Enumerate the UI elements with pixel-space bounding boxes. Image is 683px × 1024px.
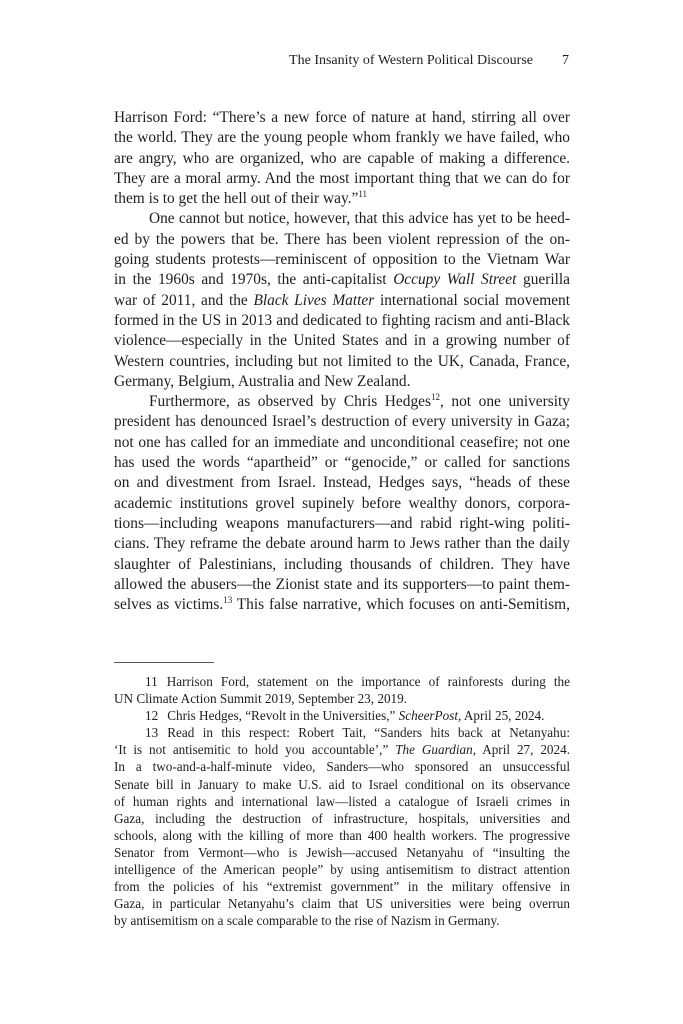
text-line — [114, 291, 570, 311]
footnote-separator — [114, 662, 214, 663]
text-line: UN Climate Action Summit 2019, September 23, 2019. — [114, 691, 408, 707]
text-line: are angry, who are organized, who are capable of making a difference. — [114, 149, 570, 167]
publication-name: The Guardian, — [395, 742, 477, 758]
footnote-number: 13 — [145, 725, 159, 741]
text-line: on and divestment from Israel. Instead, Hedges says, “heads of these — [114, 474, 570, 492]
text-line: the world. They are the young people whom frankly we have failed, who — [114, 129, 570, 147]
paragraph-3 — [114, 392, 570, 615]
text-span: This false narrative, which focuses on anti-Semitism, — [232, 596, 570, 614]
footnote-ref-11[interactable]: 11 — [358, 189, 368, 200]
text-line: cians. They reframe the debate around harm to Jews rather than the daily — [114, 535, 570, 553]
text-line — [114, 724, 570, 741]
running-header — [0, 53, 683, 73]
text-line: Harrison Ford: “There’s a new force of nature at hand, stirring all over — [114, 109, 570, 126]
text-span: ‘It is not antisemitic to hold you accountable’,” — [114, 742, 396, 758]
text-line: tions—including weapons manufacturers—and rabid right-wing politi- — [114, 514, 570, 532]
publication-name: ScheerPost, — [398, 708, 462, 724]
text-line: schools, along with the killing of more than 400 health workers. The progressive — [114, 827, 570, 843]
text-line: not one has called for an immediate and unconditional ceasefire; not one — [114, 433, 570, 451]
text-span: April 27, 2024. — [476, 742, 571, 758]
text-span: Furthermore, as observed by Chris Hedges — [149, 393, 431, 411]
text-line: formed in the US in 2013 and dedicated to fighting racism and anti-Black — [114, 311, 570, 329]
text-line: Gaza, including the destruction of infrastructure, hospitals, universities and — [114, 810, 570, 826]
footnote-number: 12 — [145, 708, 159, 724]
text-span: in the 1960s and 1970s, the anti-capitalist — [114, 271, 394, 289]
footnotes — [114, 673, 570, 929]
text-line: academic institutions grovel supinely before wealthy donors, corpora- — [114, 494, 570, 512]
text-line: has used the words “apartheid” or “genocide,” or called for sanctions — [114, 454, 570, 472]
text-line — [114, 595, 570, 615]
text-span: guerilla — [516, 271, 571, 289]
paragraph-1 — [114, 108, 570, 209]
text-span: April 25, 2024. — [461, 708, 545, 724]
text-span: them is to get the hell out of their way.” — [114, 190, 359, 208]
text-line — [114, 707, 570, 724]
text-line: In a two-and-a-half-minute video, Sanders—who sponsored an unsuccessful — [114, 759, 570, 775]
footnote-ref-13[interactable]: 13 — [223, 595, 233, 606]
page-number: 7 — [562, 53, 569, 68]
text-line: by antisemitism on a scale comparable to the rise of Nazism in Germany. — [114, 913, 500, 929]
text-line: allowed the abusers—the Zionist state and its supporters—to paint them- — [114, 575, 570, 593]
footnote-12 — [114, 707, 570, 724]
text-line: Senator from Vermont—who is Jewish—accused Netanyahu of “insulting the — [114, 844, 570, 860]
footnote-number: 11 — [145, 674, 158, 689]
text-line: president has denounced Israel’s destruction of every university in Gaza; — [114, 413, 570, 431]
text-span: , not one university — [439, 393, 571, 411]
movement-name: Black Lives Matter — [253, 291, 375, 309]
text-line: going students protests—reminiscent of opposition to the Vietnam War — [114, 251, 570, 269]
footnote-13 — [114, 724, 570, 929]
body-text — [114, 108, 570, 615]
running-title: The Insanity of Western Political Discourse — [289, 53, 533, 68]
text-line — [114, 673, 570, 690]
text-span: Harrison Ford, statement on the importance of rainforests during the — [166, 674, 570, 689]
text-line: ed by the powers that be. There has been violent repression of the on- — [114, 230, 570, 248]
text-line: violence—especially in the United States and in a growing number of — [114, 332, 570, 350]
text-line: of human rights and international law—listed a catalogue of Israeli crimes in — [114, 793, 570, 809]
footnote-11 — [114, 673, 570, 707]
text-span: selves as victims. — [114, 596, 224, 614]
text-span: Read in this respect: Robert Tait, “Sanders hits back at Netanyahu: — [167, 725, 570, 741]
paragraph-2 — [114, 209, 570, 392]
text-line: slaughter of Palestinians, including thousands of children. They have — [114, 555, 570, 573]
text-line: They are a moral army. And the most important thing that we can do for — [114, 169, 570, 187]
text-span: international social movement — [374, 291, 570, 309]
text-line: Senate bill in January to make U.S. aid to Israel conditional on its observance — [114, 776, 570, 792]
text-line — [114, 392, 570, 412]
text-line: Western countries, including but not limited to the UK, Canada, France, — [114, 352, 570, 370]
text-line: Gaza, in particular Netanyahu’s claim that US universities were being overrun — [114, 896, 570, 912]
text-span: war of 2011, and the — [114, 291, 254, 309]
text-line: from the policies of his “extremist government” in the military offensive in — [114, 879, 570, 895]
text-line: One cannot but notice, however, that this advice has yet to be heed- — [149, 210, 570, 228]
footnote-ref-12[interactable]: 12 — [430, 392, 440, 403]
text-line: Germany, Belgium, Australia and New Zealand. — [114, 372, 411, 390]
text-line — [114, 270, 570, 290]
text-line: intelligence of the American people” by using antisemitism to distract attention — [114, 862, 570, 878]
movement-name: Occupy Wall Street — [393, 271, 517, 289]
text-line — [114, 189, 570, 209]
text-line — [114, 741, 570, 758]
text-span: Chris Hedges, “Revolt in the Universities,” — [167, 708, 399, 724]
